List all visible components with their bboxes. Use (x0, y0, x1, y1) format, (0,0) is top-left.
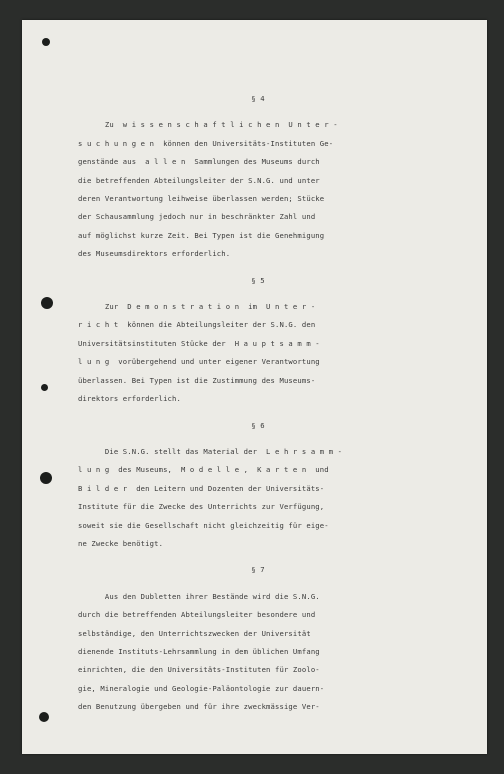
text-line: Institute für die Zwecke des Unterrichts zur Verfügung, (78, 502, 325, 512)
text-line: einrichten, die den Universitäts-Instituten für Zoolo- (78, 665, 320, 675)
text-line: direktors erforderlich. (78, 394, 181, 404)
punch-hole-lower (40, 472, 52, 484)
text-line: s u c h u n g e n können den Universitäts-Instituten Ge- (78, 138, 334, 148)
text-line: der Schausammlung jedoch nur in beschränkter Zahl und (78, 212, 316, 222)
text-line: selbständige, den Unterrichtszwecken der Universität (78, 628, 311, 638)
text-line: Die S.N.G. stellt das Material der L e h r s a m m - (78, 446, 343, 456)
section-heading: § 4 (251, 94, 265, 103)
text-line: des Museumsdirektors erforderlich. (78, 249, 231, 259)
text-line: r i c h t können die Abteilungsleiter der S.N.G. den (78, 320, 316, 330)
punch-hole-bottom (39, 712, 49, 722)
text-line: soweit sie die Gesellschaft nicht gleichzeitig für eige- (78, 520, 329, 530)
text-line: deren Verantwortung leihweise überlassen werden; Stücke (78, 194, 325, 204)
text-line: Zur D e m o n s t r a t i o n im U n t e r - (78, 302, 316, 312)
text-line: l u n g des Museums, M o d e l l e , K a r t e n und (78, 465, 329, 475)
section-heading: § 6 (251, 420, 265, 430)
section-heading: § 5 (251, 275, 265, 285)
punch-hole-top (42, 38, 50, 46)
text-line: Universitätsinstituten Stücke der H a u p t s a m m - (78, 338, 320, 348)
text-line: auf möglichst kurze Zeit. Bei Typen ist die Genehmigung (78, 230, 325, 240)
text-line: gie, Mineralogie und Geologie-Paläontologie zur dauern- (78, 683, 325, 693)
punch-hole-middle (41, 384, 48, 391)
text-line: B i l d e r den Leitern und Dozenten der Universitäts- (78, 483, 325, 493)
section-heading: § 7 (251, 565, 265, 575)
text-line: den Benutzung übergeben und für ihre zweckmässige Ver- (78, 702, 320, 712)
text-line: Aus den Dubletten ihrer Bestände wird die S.N.G. (78, 591, 320, 601)
text-line: durch die betreffenden Abteilungsleiter besondere und (78, 610, 316, 620)
text-line: l u n g vorübergehend und unter eigener Verantwortung (78, 357, 320, 367)
text-line: die betreffenden Abteilungsleiter der S.N.G. und unter (78, 175, 320, 185)
text-line: Zu w i s s e n s c h a f t l i c h e n U n t e r - (78, 120, 338, 130)
punch-hole-upper (41, 297, 53, 309)
text-line: überlassen. Bei Typen ist die Zustimmung des Museums- (78, 375, 316, 385)
document-text (78, 90, 438, 717)
text-line: genstände aus a l l e n Sammlungen des Museums durch (78, 157, 320, 167)
text-line: dienende Instituts-Lehrsammlung in dem üblichen Umfang (78, 646, 320, 656)
text-line: ne Zwecke benötigt. (78, 538, 164, 548)
